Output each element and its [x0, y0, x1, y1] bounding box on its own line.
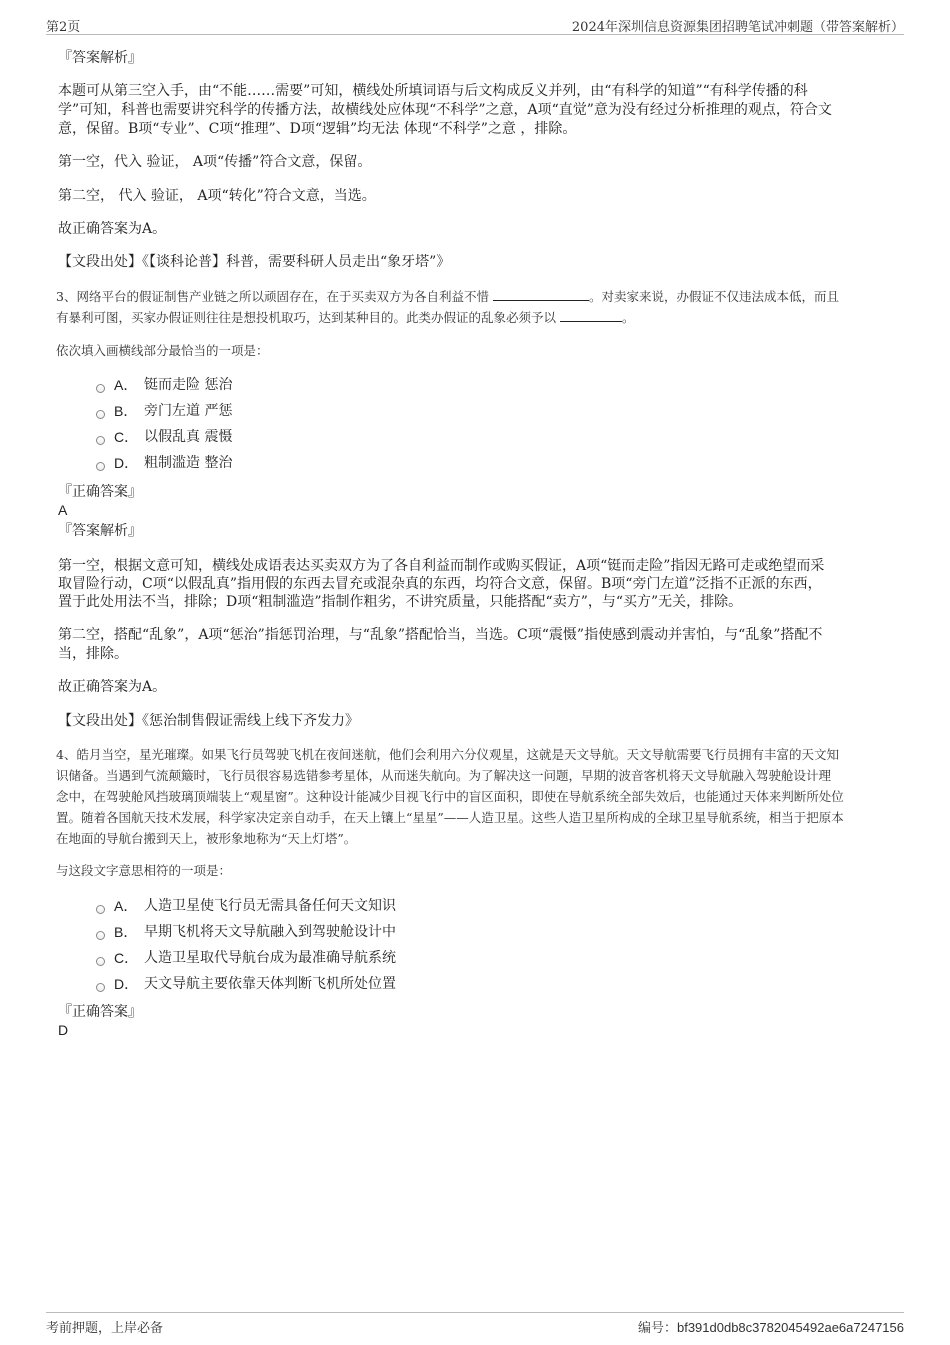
document-title: 2024年深圳信息资源集团招聘笔试冲刺题（带答案解析） [571, 20, 904, 35]
option-letter: C． [114, 950, 139, 966]
page-header [46, 14, 904, 35]
option-a[interactable] [96, 896, 396, 916]
analysis-heading: 『答案解析』 [58, 50, 142, 66]
option-c[interactable] [96, 948, 396, 968]
option-letter: D． [114, 455, 139, 471]
analysis-heading: 『答案解析』 [58, 523, 142, 539]
option-letter: D． [114, 976, 139, 992]
option-text: 早期飞机将天文导航融入到驾驶舱设计中 [144, 924, 396, 940]
analysis-text-line: 第一空，代入 验证， A项“传播”符合文意，保留。 [58, 154, 372, 170]
radio-button-icon[interactable] [96, 983, 105, 992]
radio-button-icon[interactable] [96, 462, 105, 471]
option-text: 粗制滥造 整治 [144, 455, 233, 471]
option-letter: B． [114, 403, 138, 419]
answer-value: A [58, 502, 68, 518]
question-prompt: 与这段文字意思相符的一项是： [56, 863, 232, 878]
page-number: 第2页 [46, 20, 81, 35]
question-stem-text: 有暴利可图，买家办假证则往往是想投机取巧，达到某种目的。此类办假证的乱象必须予以 [56, 310, 557, 325]
question-stem-line: 4、皓月当空，星光璀璨。如果飞行员驾驶飞机在夜间迷航，他们会利用六分仪观星，这就是天文导航。天文导航需要飞行员拥有丰富的天文知 [56, 747, 839, 762]
option-text: 旁门左道 严惩 [144, 403, 233, 419]
conclusion-text: 故正确答案为A。 [58, 221, 167, 237]
question-prompt: 依次填入画横线部分最恰当的一项是： [56, 343, 269, 358]
option-c[interactable] [96, 427, 232, 447]
question-stem-line: 识储备。当遇到气流颠簸时，飞行员很容易选错参考星体，从而迷失航向。为了解决这一问题，早期的波音客机将天文导航融入驾驶舱设计理 [56, 768, 832, 783]
analysis-text-line: 本题可从第三空入手，由“不能……需要”可知，横线处所填词语与后文构成反义并列，由“有科学的知道”“有科学传播的科 [58, 83, 808, 99]
answer-value: D [58, 1022, 69, 1038]
option-d[interactable] [96, 974, 396, 994]
option-letter: B． [114, 924, 138, 940]
question-stem-line [56, 307, 635, 328]
radio-button-icon[interactable] [96, 931, 105, 940]
radio-button-icon[interactable] [96, 384, 105, 393]
radio-button-icon[interactable] [96, 410, 105, 419]
fill-blank [493, 288, 589, 301]
analysis-text-line: 当，排除。 [58, 646, 128, 662]
option-text: 铤而走险 惩治 [144, 377, 233, 393]
option-d[interactable] [96, 453, 232, 473]
radio-button-icon[interactable] [96, 957, 105, 966]
analysis-text-line: 第二空， 代入 验证， A项“转化”符合文意，当选。 [58, 188, 376, 204]
question-stem-line [56, 286, 839, 307]
radio-button-icon[interactable] [96, 905, 105, 914]
conclusion-text: 故正确答案为A。 [58, 679, 167, 695]
option-b[interactable] [96, 922, 396, 942]
document-code [638, 1317, 904, 1336]
option-text: 天文导航主要依靠天体判断飞机所处位置 [144, 976, 396, 992]
option-letter: A． [114, 377, 138, 393]
question-stem-text: 。对卖家来说，办假证不仅违法成本低，而且 [588, 289, 839, 304]
option-letter: A． [114, 898, 138, 914]
analysis-text-line: 第二空，搭配“乱象”，A项“惩治”指惩罚治理，与“乱象”搭配恰当，当选。C项“震慑”指使感到震动并害怕，与“乱象”搭配不 [58, 627, 823, 643]
analysis-text-line: 意，保留。B项“专业”、C项“推理”、D项“逻辑”均无法 体现“不科学”之意 ，排除。 [58, 121, 577, 137]
option-text: 人造卫星取代导航台成为最准确导航系统 [144, 950, 396, 966]
code-value: bf391d0db8c3782045492ae6a7247156 [676, 1320, 904, 1335]
question-stem-line: 置。随着各国航天技术发展，科学家决定亲自动手，在天上镶上“星星”——人造卫星。这些人造卫星所构成的全球卫星导航系统，相当于把原本 [56, 810, 844, 825]
analysis-text-line: 置于此处用法不当，排除；D项“粗制滥造”指制作粗劣，不讲究质量，只能搭配“卖方”，与“买方”无关，排除。 [58, 594, 743, 610]
fill-blank [560, 309, 622, 322]
question-stem-line: 念中，在驾驶舱风挡玻璃顶端装上“观星窗”。这种设计能减少目视飞行中的盲区面积，即使在导航系统全部失效后，也能通过天体来判断所处位 [56, 789, 844, 804]
question-stem-text: 。 [622, 310, 635, 325]
option-letter: C． [114, 429, 139, 445]
option-b[interactable] [96, 401, 232, 421]
option-a[interactable] [96, 375, 232, 395]
radio-button-icon[interactable] [96, 436, 105, 445]
analysis-text-line: 取冒险行动，C项“以假乱真”指用假的东西去冒充或混杂真的东西，均符合文意，保留。B项“旁门左道”泛指不正派的东西， [58, 576, 822, 592]
option-text: 以假乱真 震慑 [144, 429, 233, 445]
answer-heading: 『正确答案』 [58, 484, 142, 500]
question-stem-line: 在地面的导航台搬到天上，被形象地称为“天上灯塔”。 [56, 831, 357, 846]
source-citation: 【文段出处】《【谈科论普】科普，需要科研人员走出“象牙塔”》 [58, 254, 451, 270]
option-text: 人造卫星使飞行员无需具备任何天文知识 [144, 898, 396, 914]
page-footer [46, 1312, 904, 1337]
source-citation: 【文段出处】《惩治制售假证需线上线下齐发力》 [58, 713, 359, 729]
answer-heading: 『正确答案』 [58, 1004, 142, 1020]
code-label: 编号： [637, 1321, 677, 1336]
analysis-text-line: 学”可知，科普也需要讲究科学的传播方法，故横线处应体现“不科学”之意，A项“直觉”意为没有经过分析推理的观点，符合文 [58, 102, 832, 118]
question-stem-text: 3、网络平台的假证制售产业链之所以顽固存在，在于买卖双方为各自利益不惜 [56, 289, 489, 304]
footer-slogan: 考前押题，上岸必备 [46, 1321, 164, 1336]
analysis-text-line: 第一空，根据文意可知，横线处成语表达买卖双方为了各自利益而制作或购买假证，A项“铤而走险”指因无路可走或绝望而采 [58, 558, 825, 574]
